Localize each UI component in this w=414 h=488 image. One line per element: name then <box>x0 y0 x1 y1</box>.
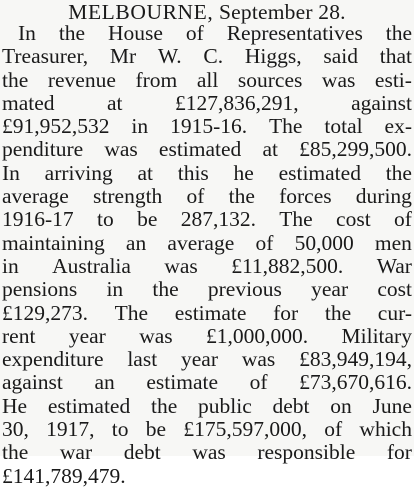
word: Treasurer, <box>2 44 89 69</box>
word: year <box>181 347 219 372</box>
word: Australia <box>52 253 131 278</box>
text-line <box>0 325 414 348</box>
word: war <box>59 440 93 465</box>
word: expenditure <box>2 347 104 372</box>
word: was <box>192 440 226 465</box>
dateline-city: MELBOURNE, <box>68 0 214 24</box>
word: 1916-17 <box>2 207 74 232</box>
word: Mr <box>109 44 137 69</box>
word: in <box>131 114 149 139</box>
word: of <box>185 21 204 45</box>
word: £91,952,532 <box>2 114 110 139</box>
text-line <box>0 92 414 115</box>
word: at <box>137 160 153 185</box>
word: the <box>324 300 352 325</box>
word: the <box>2 440 29 465</box>
word: this <box>177 160 209 185</box>
word: was <box>321 67 356 92</box>
word: of <box>324 417 343 442</box>
word: £73,670,616. <box>299 370 412 395</box>
word: the <box>152 277 179 302</box>
word: He <box>2 393 28 418</box>
text-line <box>0 45 414 68</box>
word: an <box>94 370 115 395</box>
text-line <box>0 465 414 488</box>
word: the <box>385 160 412 185</box>
text-line <box>0 255 414 278</box>
word: House <box>108 21 163 45</box>
word: debt <box>272 393 310 418</box>
word: estimate <box>174 300 247 325</box>
word: was <box>164 253 198 278</box>
text-line <box>0 162 414 185</box>
word: for <box>273 300 299 325</box>
word: pensions <box>2 277 78 302</box>
word: he <box>233 160 254 185</box>
word: public <box>198 393 252 418</box>
word: year <box>68 323 106 348</box>
word: against <box>351 90 412 115</box>
text-line <box>0 302 414 325</box>
word: in <box>106 277 124 302</box>
text-line <box>0 69 414 92</box>
text-line <box>0 278 414 301</box>
word: estimated <box>158 137 242 162</box>
dateline <box>0 1 414 23</box>
word: at <box>107 90 123 115</box>
word: an <box>125 230 147 255</box>
word: 30, <box>2 417 29 442</box>
text-line <box>0 185 414 208</box>
word: to <box>111 417 129 442</box>
word: last <box>127 347 158 372</box>
word: was <box>139 323 173 348</box>
word: strength <box>93 184 163 209</box>
word: said <box>323 44 358 69</box>
word: of <box>255 230 274 255</box>
word: was <box>104 137 138 162</box>
word: total <box>324 114 363 139</box>
text-line <box>0 232 414 255</box>
word: estimate <box>146 370 218 395</box>
text-line <box>0 348 414 371</box>
word: year <box>311 277 349 302</box>
word: responsible <box>257 440 356 465</box>
word: maintaining <box>2 230 105 255</box>
word: arriving <box>44 160 113 185</box>
word: 1915-16. <box>170 114 248 139</box>
word: 50,000 <box>294 230 354 255</box>
word: of <box>394 207 412 232</box>
word: June <box>372 393 412 418</box>
word: was <box>241 347 276 372</box>
word: cost <box>377 277 412 302</box>
word: in <box>2 253 19 278</box>
word: on <box>330 393 352 418</box>
word: the <box>58 21 86 45</box>
word: cost <box>336 207 371 232</box>
word: which <box>359 417 412 442</box>
word: £129,273. <box>2 300 88 325</box>
word: War <box>376 253 412 278</box>
text-line <box>0 441 414 464</box>
text-line <box>0 208 414 231</box>
word: the <box>228 184 255 209</box>
word: at <box>262 137 278 162</box>
word: Military <box>341 323 412 348</box>
word: previous <box>207 277 282 302</box>
text-line <box>0 138 414 161</box>
word: The <box>279 207 313 232</box>
word: £85,299,500. <box>299 137 412 162</box>
word: average <box>2 184 69 209</box>
word: be <box>137 207 158 232</box>
word: all <box>196 67 219 92</box>
word: In <box>18 21 36 45</box>
word: estimated <box>47 393 131 418</box>
word: In <box>2 160 20 185</box>
word: be <box>145 417 167 442</box>
word: £141,789,479. <box>2 463 126 488</box>
word: 287,132. <box>180 207 256 232</box>
word: revenue <box>47 67 116 92</box>
word: rent <box>2 323 36 348</box>
word: The <box>114 300 149 325</box>
word: W. <box>157 44 182 69</box>
word: £1,000,000. <box>206 323 309 348</box>
word: for <box>386 440 412 465</box>
word: ex- <box>384 114 412 139</box>
word: that <box>379 44 412 69</box>
word: men <box>374 230 412 255</box>
text-line <box>0 115 414 138</box>
text-line <box>0 371 414 394</box>
word: of <box>186 184 205 209</box>
word: from <box>135 67 178 92</box>
word: estimated <box>278 160 361 185</box>
word: esti- <box>374 67 412 92</box>
word: penditure <box>2 137 84 162</box>
word: during <box>355 184 412 209</box>
word: average <box>167 230 235 255</box>
text-line <box>0 418 414 441</box>
word: forces <box>279 184 332 209</box>
word: cur- <box>377 300 412 325</box>
dateline-date: September 28. <box>218 0 346 24</box>
word: against <box>2 370 63 395</box>
word: debt <box>123 440 161 465</box>
word: sources <box>237 67 303 92</box>
word: Higgs, <box>244 44 302 69</box>
word: the <box>385 21 412 45</box>
word: £175,597,000, <box>183 417 307 442</box>
word: the <box>150 393 178 418</box>
word: £83,949,194, <box>299 347 412 372</box>
text-line <box>0 395 414 418</box>
word: the <box>2 67 29 92</box>
word: to <box>97 207 114 232</box>
word: mated <box>2 90 55 115</box>
text-line <box>0 22 414 45</box>
word: of <box>249 370 268 395</box>
word: £127,836,291, <box>174 90 299 115</box>
word: Representatives <box>226 21 363 45</box>
word: £11,882,500. <box>231 253 344 278</box>
word: C. <box>203 44 224 69</box>
word: The <box>269 114 303 139</box>
word: 1917, <box>46 417 95 442</box>
article-body <box>0 22 414 488</box>
